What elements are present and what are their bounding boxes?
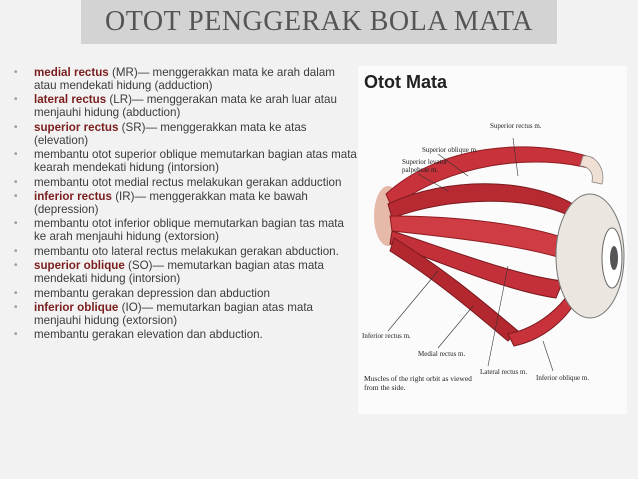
term: medial rectus [34,66,109,79]
list-item [14,217,358,243]
list-item [14,66,358,92]
list-item [14,121,358,147]
figure-title: Otot Mata [364,72,447,92]
term: lateral rectus [34,93,107,107]
list-item [14,176,358,189]
list-item [14,287,358,300]
leader-line [438,306,473,348]
description: membantu oto lateral rectus melakukan gerakan abduction. [34,244,339,258]
leader-line [388,271,438,331]
label-medial-rectus: Medial rectus m. [418,350,466,358]
list-item [14,301,358,327]
bullet-icon: • [14,67,18,78]
bullet-icon: • [14,94,18,106]
description: (MR)— menggerakkan mata ke arah dalam atau mendekati hidung (adduction) [34,66,335,92]
description: (LR)— menggerakan mata ke arah luar atau menjauhi hidung (abduction) [34,93,337,120]
description: membantu otot inferior oblique memutarkan bagian tas mata ke arah menjauhi hidung (extorsion) [34,217,344,244]
label-inferior-oblique: Inferior oblique m. [536,374,590,382]
description: (SR)— menggerakkan mata ke atas (elevation) [34,120,307,147]
bullet-icon: • [14,287,18,299]
bullet-list [14,66,358,343]
eye-muscle-figure [358,66,627,414]
description: (IO)— memutarkan bagian atas mata menjauhi hidung (extorsion) [34,300,313,327]
list-item [14,93,358,119]
label-superior-oblique: Superior oblique m. [422,146,478,154]
label-levator: Superior levator palpebrae m. [402,158,448,174]
bullet-icon: • [14,260,18,272]
term: inferior rectus [34,189,112,203]
description: membantu otot superior oblique memutarkan bagian atas mata kearah mendekati hidung (intorsion) [34,148,357,175]
term: superior rectus [34,120,119,134]
description: membantu otot medial rectus melakukan gerakan adduction [34,175,342,189]
description: (IR)— menggerakkan mata ke bawah (depression) [34,189,308,216]
label-inferior-rectus: Inferior rectus m. [362,332,411,340]
description: membantu gerakan elevation dan abduction. [34,328,263,342]
list-item [14,190,358,216]
figure-caption: Muscles of the right orbit as viewed from the side. [364,374,472,392]
list-item [14,328,358,341]
list-item [14,259,358,285]
term: inferior oblique [34,300,119,314]
title-bar [81,0,557,44]
description: (SO)— memutarkan bagian atas mata mendekati hidung (intorsion) [34,259,324,286]
description: membantu gerakan depression dan abduction [34,286,270,300]
label-superior-rectus: Superior rectus m. [490,122,542,130]
bullet-icon: • [14,245,18,257]
page-title: OTOT PENGGERAK BOLA MATA [105,6,533,37]
term: superior oblique [34,259,125,273]
levator-tendon [580,156,603,184]
label-lateral-rectus: Lateral rectus m. [480,368,528,376]
bullet-icon: • [14,329,18,341]
leader-line [543,341,553,371]
bullet-icon: • [14,301,18,313]
bullet-icon: • [14,190,18,202]
list-item [14,245,358,258]
list-item [14,148,358,174]
bullet-icon: • [14,121,18,133]
pupil [610,246,618,270]
eye-muscle-illustration [358,66,627,414]
bullet-icon: • [14,218,18,230]
bullet-icon: • [14,149,18,161]
bullet-icon: • [14,176,18,188]
